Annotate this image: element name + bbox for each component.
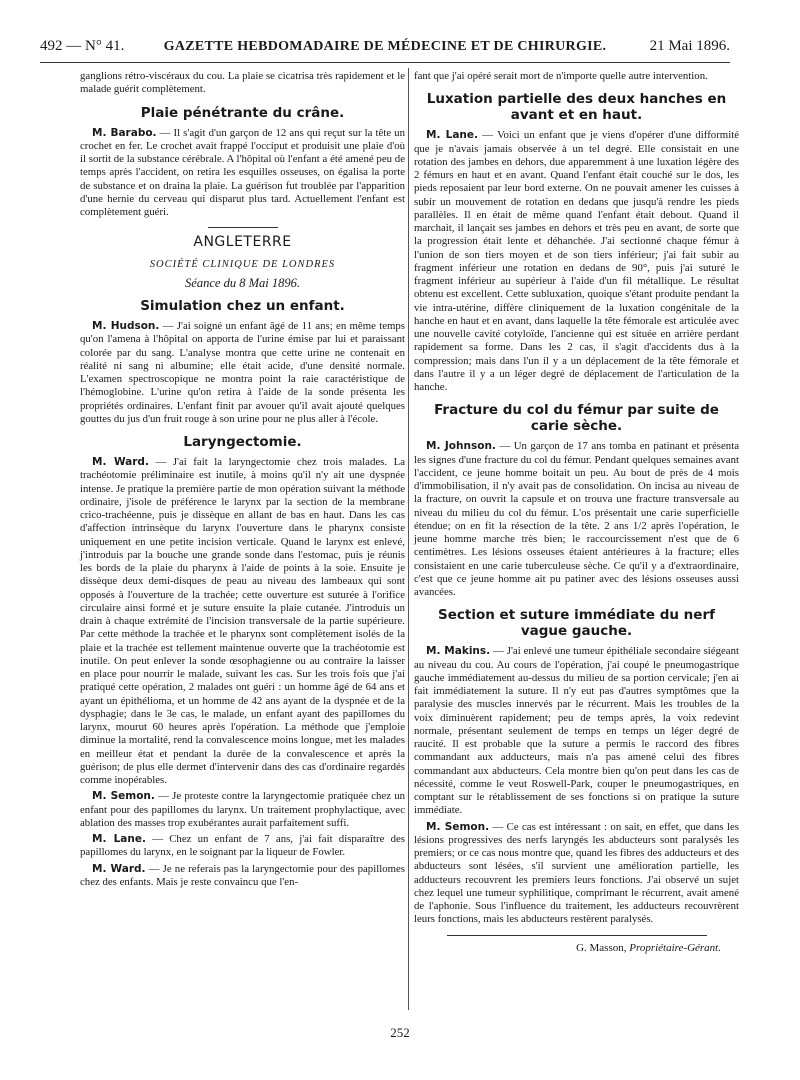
speaker-name: M. Semon. [426,820,490,833]
column-divider [408,68,409,1010]
section-heading: Fracture du col du fémur par suite de carie sèche. [434,402,719,435]
signature [414,942,739,955]
paragraph-text: — Je ne referais pas la laryngectomie pour des papillomes chez des enfants. Mais je reste convaincu que l'en- [80,862,405,888]
issue-number: 492 — N° 41. [40,38,125,54]
paragraph [80,456,405,787]
speaker-name: M. Lane. [426,129,478,142]
country-heading: ANGLETERRE [193,234,292,251]
paragraph-text: — Un garçon de 17 ans tomba en patinant et présenta les signes d'une fracture du col du fémur. Pendant quelques semaines avant l'accident, ce jeune homme boitait un peu. Au bout de près de 4 mois d'immobilisation, il n'y avait pas de consolidation. On incisa au niveau de la fracture, on ouvrit la capsule et on trouva une fracture transversale au niveau du milieu du col du fémur. L'os présentait une carie superficielle étendue; on en fit la résection de la tête. 2 ans 1/2 après l'opération, le jeune homme marche très bien; le raccourcissement n'est que de 6 centimètres. Les lésions osseuses étaient antérieures à la fracture; elles consistaient en une carie tuberculeuse sèche. Ce qu'il y a d'extraordinaire, c'est que ce jeune homme ait pu patiner avec des lésions osseuses aussi avancées. [414,440,739,598]
publisher-name: G. Masson, [576,941,627,954]
paragraph [414,821,739,927]
paragraph-text: — J'ai soigné un enfant âgé de 11 ans; en même temps qu'on l'amena à l'hôpital on apporta de l'urine émise par lui et paraissant colorée par du sang. L'analyse montra que cette urine ne contenait en réalité ni sang ni albumine; elle était acide, d'une densité normale. L'examen spectroscopique ne montra point la raie caractéristique de l'hémoglobine. L'urine qu'on retira à l'aide de la sonde présenta les propriétés ordinaires. L'enfant finit par avouer qu'il avait ajouté quelques gouttes du jus d'un fruit rouge à son urine pour ne plus aller à l'école. [80,320,405,425]
paragraph-text: — Il s'agit d'un garçon de 12 ans qui reçut sur la tête un crochet en fer. Le crochet avait frappé l'occiput et produisit une plaie d'où il sortit de la substance cérébrale. A l'hôpital où l'enfant a été amené peu de temps après l'accident, on retira les esquilles osseuses, on égalisa la porte de substance et on draina la plaie. La guérison fut troublée par l'apparition d'une hernie du cerveau qui disparut plus tard. Actuellement l'enfant est complètement guéri. [80,126,405,218]
signature-rule [447,935,707,936]
right-column [414,70,739,955]
section-heading: Simulation chez un enfant. [140,298,345,314]
paragraph [80,127,405,220]
section-heading: Plaie pénétrante du crâne. [140,104,345,121]
paragraph-text: — J'ai fait la laryngectomie chez trois malades. La trachéotomie préliminaire est inutile, à moins qu'il n'y ait une dyspnée intense. Je pratique la première partie de mon opération suivant la méthode ordinaire, j'isole de préférence le larynx par la section de la membrane crico-trachéenne, puis je dissèque en allant de bas en haut. Dans les cas d'affection intrinsèque du larynx l'ouverture dans le pharynx consiste uniquement en une petite incision verticale. Quand le larynx est enlevé, j'introduis par la bouche une grande sonde dans l'estomac, puis je réunis les bords de la plaie du pharynx à l'aide de points à la soie. Ensuite je dissèque deux demi-disques de peau au niveau des lambeaux qui sont opposés à l'ouverture de la trachée; cette ouverture est suturée à l'orifice circulaire ainsi formé et je suture ensuite la plaie cutanée. J'introduis un drain à chaque extrémité de l'incision transversale de la partie supérieure. Par cette méthode la trachée et le pharynx sont complètement isolés de la plaie et la trachée est tellement maintenue ouverte que la trachéotomie est inutile. On peut enlever la sonde œsophagienne ou au contraire la laisser en place pour nourrir le malade, suivant les cas. Sur les trois fois que j'ai pratiqué cette opération, 2 malades ont guéri : un homme âgé de 64 ans et ayant un épithélioma, et un homme de 42 ans ayant de la dyspnée et de la dysphagie; dans le 3e cas, le malade, un enfant ayant des papillomes du larynx, mourut 60 heures après l'opération. La méthode que j'emploie diminue la mortalité, rend la convalescence moins longue, met les malades en meilleur état et pendant la durée de la convalescence et après la guérison; de plus elle dermet d'intervenir dans des cas d'ordinaire regardés comme inopérables. [80,456,405,786]
separator [208,227,278,228]
speaker-name: M. Ward. [92,456,149,468]
left-column [80,70,405,892]
paragraph-text: — Voici un enfant que je viens d'opérer d'une difformité que je n'avais jamais observée à un tel degré. Elle consistait en une rotation des jambes en dehors, due apparemment à une luxation légère des 2 fémurs en haut et en avant. Quand l'enfant était couché sur le dos, les pieds reposaient par leur bord externe. On ne pouvait amener les cuisses à subir un mouvement de rotation en dedans que jusqu'à rendre les pieds parallèles. Il en était de même quand l'enfant était debout. Quand il marchait, il lançait ses jambes en dehors et très peu en avant, de sorte que la progression était lente et déhanchée. J'ai sectionné chaque fémur à l'union de son tiers moyen et de son tiers inférieur; j'ai fait subir au fragment inférieur une rotation en dedans de 90°, puis j'ai suturé le fragment inférieur au supérieur à l'aide d'un fil métallique. Le résultat obtenu est excellent. Cette subluxation, quoique s'étant produite pendant la vie intra-utérine, diffère cliniquement de la luxation congénitale de la hanche en haut et en avant, dans laquelle la tête fémorale est articulée avec une nouvelle cavité cotyloïde, l'ancienne qui est située en arrière perdant rapidement sa forme. Dans les 2 cas, il s'agit d'accidents dus à la compression; mais dans l'un il y a un déplacement de la tête fémorale et dans l'autre il y a un léger degré de déplacement de l'articulation de la hanche. [414,129,739,393]
speaker-name: M. Makins. [426,645,491,658]
paragraph-text: — Ce cas est intéressant : on sait, en effet, que dans les lésions progressives des nerfs laryngés les abducteurs sont paralysés les premiers; or ce cas nous montre que, quand les fibres des adducteurs et des abducteurs sont lésées, s'il survient une amélioration partielle, les adducteurs recouvrent les premiers leurs fonctions. J'ai observé un sujet chez lequel une tumeur syphilitique, comprimant le récurrent, avait amené de l'aphonie. Sous l'influence du traitement, les adducteurs recouvrèrent leurs fonctions, mais les abducteurs restèrent paralysés. [414,820,739,926]
speaker-name: M. Johnson. [426,440,496,453]
session-date: Séance du 8 Mai 1896. [185,275,300,290]
speaker-name: M. Hudson. [92,320,160,332]
society-name: SOCIÉTÉ CLINIQUE DE LONDRES [149,258,336,270]
paragraph [80,320,405,426]
publisher-role: Propriétaire-Gérant. [629,941,721,954]
paragraph: ganglions rétro-viscéraux du cou. La plaie se cicatrisa très rapidement et le malade guérit complètement. [80,70,405,96]
paragraph-text: — J'ai enlevé une tumeur épithéliale secondaire siégeant au niveau du cou. Au cours de l'opération, j'ai coupé le pneumogastrique gauche immédiatement au-dessus du milieu de sa portion cervicale; j'en ai fait immédiatement la suture. Il n'y eut pas d'autres symptômes que la paralysie des muscles innervés par le récurrent. Mais les troubles de la voix diminuèrent rapidement; peu de temps après, la voix redevint normale, présentant seulement de temps en temps un léger degré de raucité. Il est probable que la suture a permis le raccord des fibres commandant aux adducteurs, mais n'a pas amené celui des fibres commandant aux abducteurs. Cela montre bien qu'on peut dans les cas de nécessité, comme le veut Roswell-Park, couper le pneumogastriques, en comptant sur le rétablissement de ses fonctions si on pratique la suture immédiate. [414,645,739,817]
paragraph [414,129,739,394]
paragraph [80,790,405,830]
speaker-name: M. Barabo. [92,126,157,139]
running-header [40,38,730,63]
paragraph [80,833,405,860]
paragraph-text: — Je proteste contre la laryngectomie pratiquée chez un enfant pour des papillomes du larynx. Un traitement prophylactique, avec ablation des masses trop exubérantes aurait parfaitement suffi. [80,790,405,829]
paragraph [80,863,405,890]
issue-date: 21 Mai 1896. [649,38,730,54]
section-heading: Section et suture immédiate du nerf vague gauche. [438,607,715,640]
paragraph: fant que j'ai opéré serait mort de n'importe quelle autre intervention. [414,70,708,82]
speaker-name: M. Ward. [92,862,146,875]
paragraph [414,440,739,599]
paragraph [414,645,739,817]
section-heading: Luxation partielle des deux hanches en avant et en haut. [426,91,727,124]
journal-title: GAZETTE HEBDOMADAIRE DE MÉDECINE ET DE CHIRURGIE. [163,39,607,54]
page-number: 252 [390,1025,410,1040]
section-heading: Laryngectomie. [183,434,302,450]
paragraph-text: — Chez un enfant de 7 ans, j'ai fait disparaître des papillomes du larynx, en le soignant par la liqueur de Fowler. [80,833,405,859]
speaker-name: M. Lane. [92,833,146,845]
speaker-name: M. Semon. [92,790,155,803]
